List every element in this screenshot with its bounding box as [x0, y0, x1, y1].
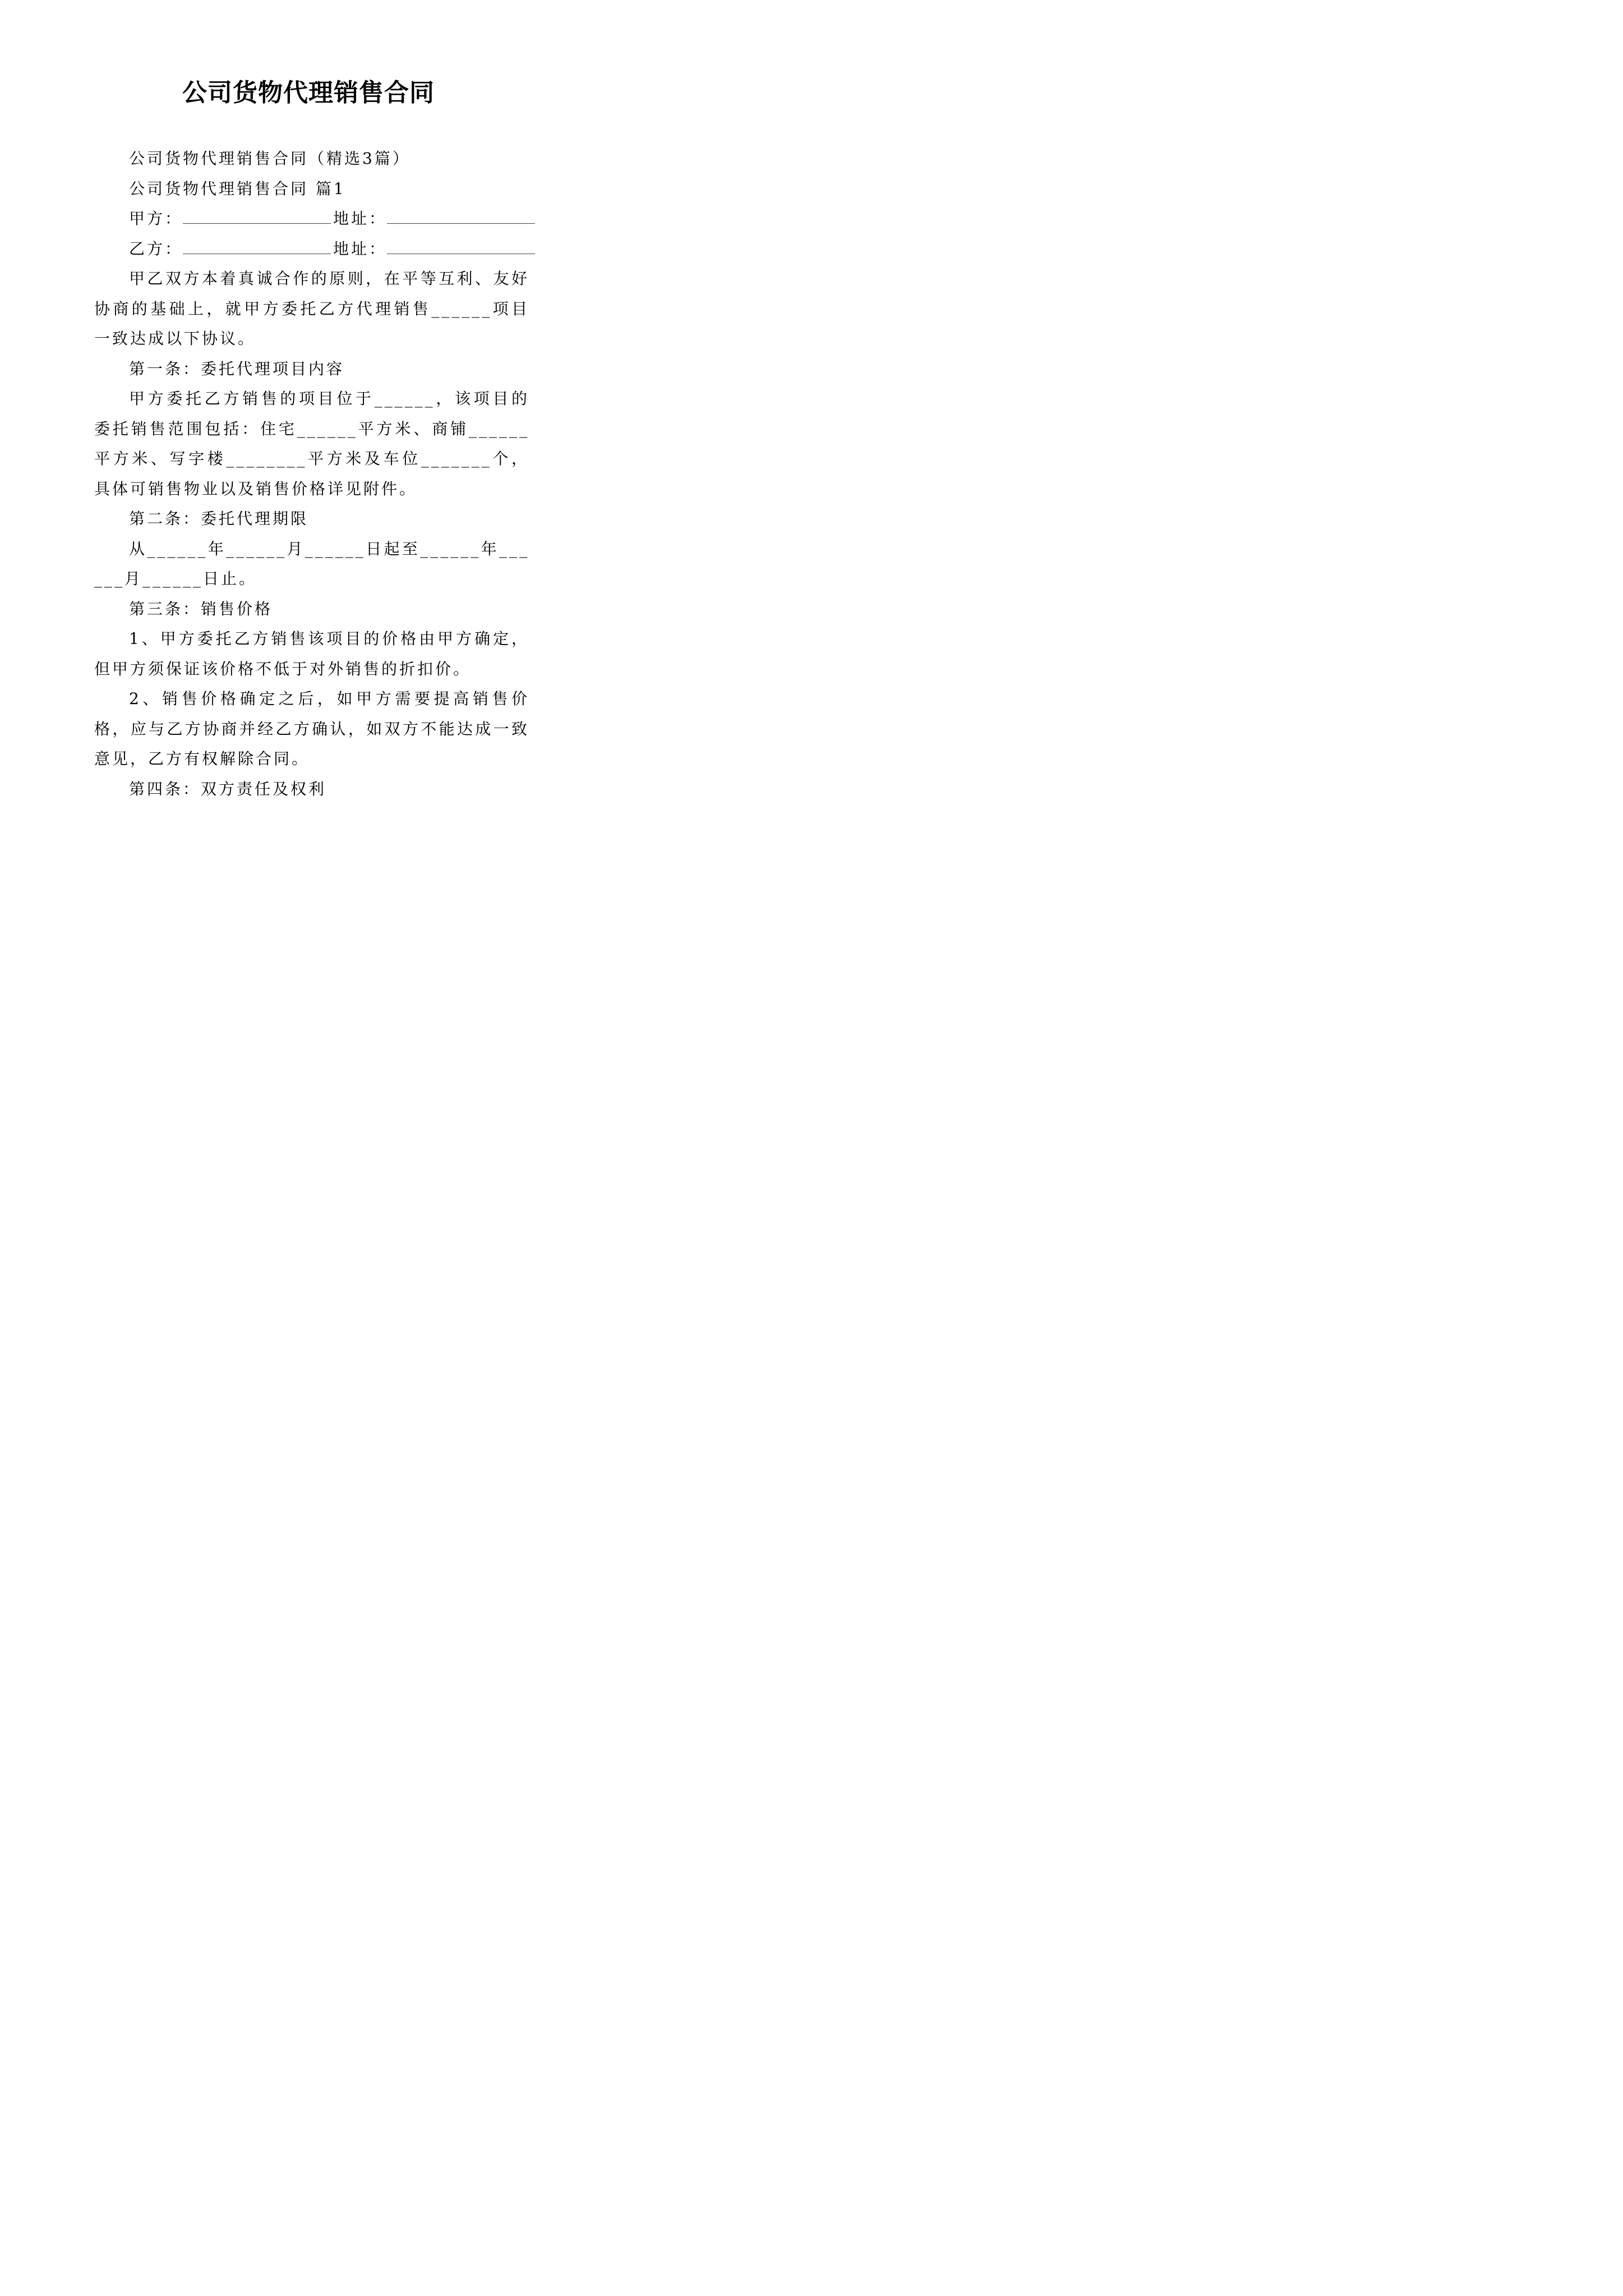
article-1-heading: 第一条：委托代理项目内容 [129, 359, 345, 378]
intro-paragraph: 甲乙双方本着真诚合作的原则，在平等互利、友好协商的基础上，就甲方委托乙方代理销售______项目一致达成以下协议。 [94, 269, 529, 348]
party-a-label: 甲方： [129, 209, 183, 228]
article-2-text: 从______年______月______日起至______年______月______日止。 [94, 539, 529, 588]
article-1-text: 甲方委托乙方销售的项目位于______，该项目的委托销售范围包括：住宅______平方米、商铺______平方米、写字楼________平方米及车位_______个，具体可销售物业以及销售价格详见附件。 [94, 389, 529, 498]
article-3-heading: 第三条：销售价格 [129, 599, 273, 618]
party-b-name-blank [183, 241, 331, 254]
party-b-address-label: 地址： [333, 239, 388, 258]
party-a-name-blank [183, 211, 331, 224]
document-body [94, 144, 529, 804]
document-page [0, 0, 617, 873]
article-2-heading: 第二条：委托代理期限 [129, 509, 309, 528]
document-title: 公司货物代理销售合同 [182, 79, 435, 107]
subtitle: 公司货物代理销售合同（精选3篇） [129, 149, 411, 168]
part-heading: 公司货物代理销售合同 篇1 [129, 179, 346, 198]
party-b-address-blank [387, 241, 535, 254]
party-b-row [94, 234, 529, 264]
article-4-heading: 第四条：双方责任及权利 [129, 779, 327, 798]
party-a-row [94, 204, 529, 234]
party-a-address-blank [387, 211, 535, 224]
party-a-address-label: 地址： [333, 209, 388, 228]
article-3-item-2: 2、销售价格确定之后，如甲方需要提高销售价格，应与乙方协商并经乙方确认，如双方不能达成一致意见，乙方有权解除合同。 [94, 689, 529, 768]
party-b-label: 乙方： [129, 239, 183, 258]
article-3-item-1: 1、甲方委托乙方销售该项目的价格由甲方确定，但甲方须保证该价格不低于对外销售的折扣价。 [94, 629, 529, 678]
